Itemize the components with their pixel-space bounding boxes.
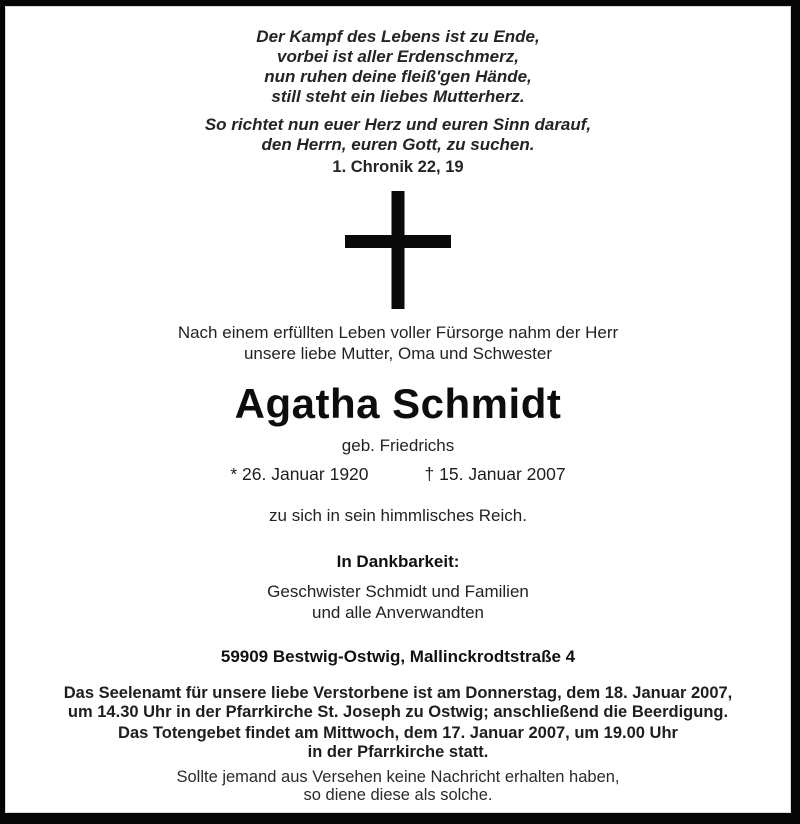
maiden-name: geb. Friedrichs (341, 436, 455, 455)
obituary-notice (5, 6, 791, 813)
memorial-verse-1 (5, 27, 791, 107)
verse-line: den Herrn, euren Gott, zu suchen. (261, 135, 535, 154)
verse-line: So richtet nun euer Herz und euren Sinn darauf, (204, 115, 592, 134)
gratitude-heading: In Dankbarkeit: (336, 552, 460, 571)
life-dates (5, 464, 791, 484)
birth-date: * 26. Januar 1920 (230, 464, 369, 484)
verse-line: vorbei ist aller Erdenschmerz, (277, 47, 519, 66)
death-date: † 15. Januar 2007 (424, 464, 566, 484)
service-line: um 14.30 Uhr in der Pfarrkirche St. Joseph zu Ostwig; anschließend die Beerdigung. (67, 703, 729, 721)
prayer-line: in der Pfarrkirche statt. (307, 743, 489, 761)
bible-reference: 1. Chronik 22, 19 (332, 158, 464, 176)
verse-line: Der Kampf des Lebens ist zu Ende, (256, 27, 540, 46)
note-line: Sollte jemand aus Versehen keine Nachricht erhalten haben, (176, 768, 620, 786)
mourners-line: Geschwister Schmidt und Familien (267, 582, 529, 601)
note-line: so diene diese als solche. (303, 786, 493, 804)
mourners-list (5, 581, 791, 623)
prayer-line: Das Totengebet findet am Mittwoch, dem 17. Januar 2007, um 19.00 Uhr (118, 724, 678, 742)
cross-icon (5, 191, 791, 309)
verse-line: nun ruhen deine fleiß'gen Hände, (264, 67, 532, 86)
intro-line: unsere liebe Mutter, Oma und Schwester (243, 344, 553, 363)
service-line: Das Seelenamt für unsere liebe Verstorbene ist am Donnerstag, dem 18. Januar 2007, (63, 684, 733, 702)
memorial-verse-2 (5, 115, 791, 155)
address-line: 59909 Bestwig-Ostwig, Mallinckrodtstraße 4 (220, 647, 576, 666)
intro-line: Nach einem erfüllten Leben voller Fürsorge nahm der Herr (177, 323, 619, 342)
announcement-intro (5, 322, 791, 364)
mourners-line: und alle Anverwandten (311, 603, 485, 622)
deceased-name: Agatha Schmidt (234, 380, 562, 427)
closing-line: zu sich in sein himmlisches Reich. (269, 506, 527, 525)
notification-note (5, 768, 791, 804)
prayer-info (5, 724, 791, 762)
verse-line: still steht ein liebes Mutterherz. (271, 87, 525, 106)
funeral-service-info (5, 684, 791, 722)
